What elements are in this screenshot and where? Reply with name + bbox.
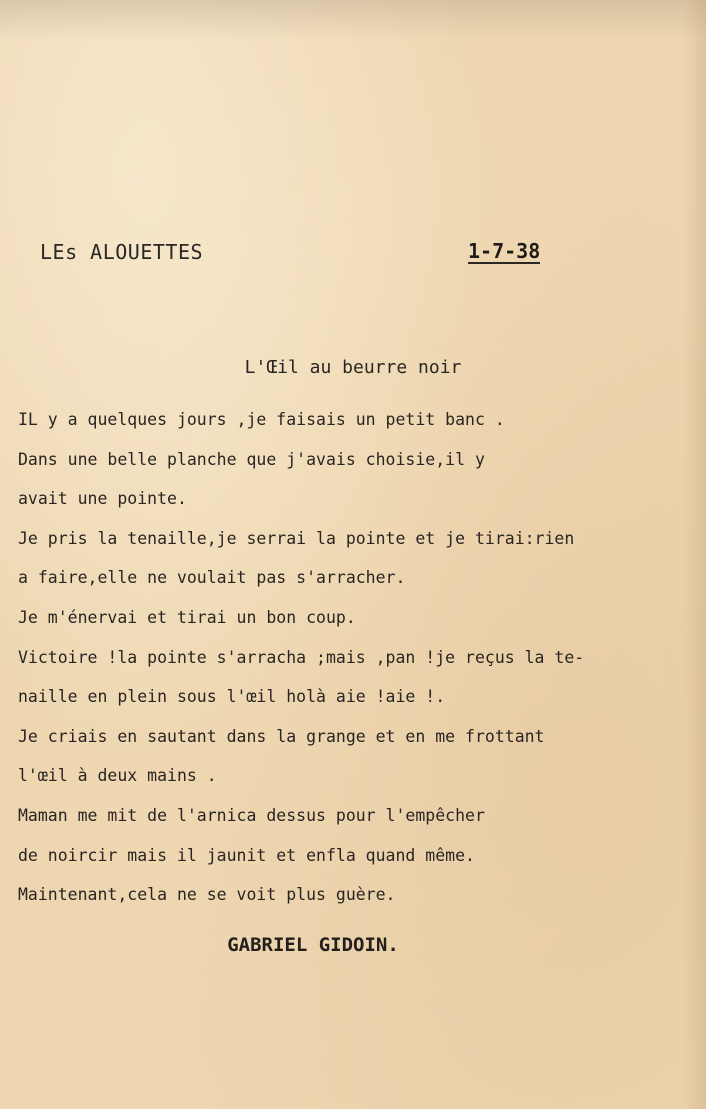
story-line: Je criais en sautant dans la grange et en me frottant xyxy=(18,726,545,746)
story-line: naille en plein sous l'œil holà aie !aie !. xyxy=(18,687,446,707)
story-line: Maman me mit de l'arnica dessus pour l'empêcher xyxy=(18,805,485,825)
story-line: Je m'énervai et tirai un bon coup. xyxy=(18,607,356,627)
story-title: L'Œil au beurre noir xyxy=(244,357,462,378)
newsletter-title: LEs ALOUETTES xyxy=(40,240,204,264)
story-line: avait une pointe. xyxy=(18,489,187,509)
story-line: IL y a quelques jours ,je faisais un petit banc . xyxy=(18,410,505,429)
author-signature xyxy=(0,934,706,956)
story-line: Je pris la tenaille,je serrai la pointe et je tirai:rien xyxy=(18,528,575,548)
story-line: Victoire !la pointe s'arracha ;mais ,pan !je reçus la te- xyxy=(18,647,585,667)
story-line: a faire,elle ne voulait pas s'arracher. xyxy=(18,568,406,588)
story-body xyxy=(18,410,658,925)
author-name: GABRIEL GIDOIN. xyxy=(227,934,399,956)
paper-edge-stain xyxy=(0,0,706,40)
story-line: de noircir mais il jaunit et enfla quand même. xyxy=(18,845,475,865)
story-line: Dans une belle planche que j'avais choisie,il y xyxy=(18,449,485,469)
story-line: Maintenant,cela ne se voit plus guère. xyxy=(18,885,396,905)
story-line: l'œil à deux mains . xyxy=(18,766,217,786)
issue-date: 1-7-38 xyxy=(468,239,541,263)
